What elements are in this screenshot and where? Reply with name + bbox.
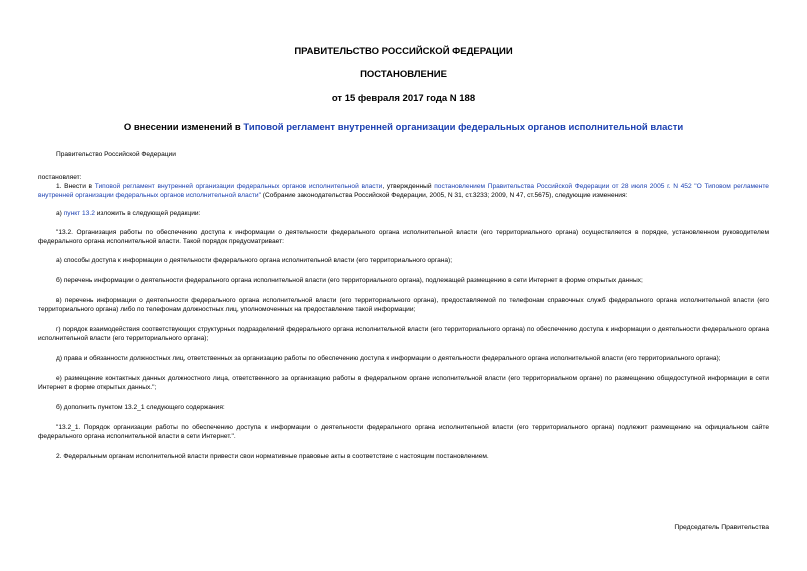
paragraph-13-2-g: г) порядок взаимодействия соответствующих структурных подразделений федерального органа исполнительной власти (его территориального органа) по обеспечению доступа к информации о деятельности федерального органа исполнительной власти (его территориального органа); [38,326,769,342]
document-date: от 15 февраля 2017 года N 188 [331,93,476,104]
document-body [38,150,769,461]
paragraph-13-2-v: в) перечень информации о деятельности федерального органа исполнительной власти (его территориального органа), предоставляемой по телефонам справочных служб федерального органа исполнительной власти (его территориального органа) либо по телефонам должностных лиц, уполномоченных на предоставление такой информации; [38,297,769,313]
link-resolution-452[interactable]: постановлением Правительства Российской Федерации от 28 июля 2005 г. N 452 "О Типовом регламенте внутренней организации федеральных органов исполнительной власти" [38,183,769,199]
title-link[interactable]: Типовой регламент внутренней организации федеральных органов исполнительной власти [243,122,684,133]
paragraph-b: б) дополнить пунктом 13.2_1 следующего содержания: [56,404,225,411]
paragraph-13-2-a: а) способы доступа к информации о деятельности федерального органа исполнительной власти (его территориального органа); [56,257,453,264]
document-type: ПОСТАНОВЛЕНИЕ [360,69,447,80]
text-fragment: (Собрание законодательства Российской Федерации, 2005, N 31, ст.3233; 2009, N 47, ст.5675), следующие изменения: [260,192,628,199]
paragraph-item-1 [38,182,769,200]
text-fragment: изложить в следующей редакции: [94,210,201,217]
link-point-13-2[interactable]: пункт 13.2 [63,210,95,217]
paragraph-13-2-1: "13.2_1. Порядок организации работы по обеспечению доступа к информации о деятельности федерального органа исполнительной власти (его территориального органа) подлежит размещению на официальном сайте федерального органа исполнительной власти в сети Интернет.". [38,424,769,440]
text-fragment: 1. Внести в [56,183,95,190]
government-heading: ПРАВИТЕЛЬСТВО РОССИЙСКОЙ ФЕДЕРАЦИИ [294,46,513,57]
signature: Председатель Правительства [674,524,769,531]
text-fragment: , утвержденный [382,183,435,190]
paragraph-government: Правительство Российской Федерации [56,151,176,158]
paragraph-13-2-e: е) размещение контактных данных должностного лица, ответственного за организацию работы в федеральном органе исполнительной власти (его территориальном органе) по размещению общедоступной информации в сети Интернет в форме открытых данных."; [38,375,769,391]
paragraph-decrees: постановляет: [38,174,82,181]
text-fragment: а) [56,210,64,217]
link-regulation[interactable]: Типовой регламент внутренней организации федеральных органов исполнительной власти [94,183,383,190]
paragraph-a [38,209,769,218]
paragraph-13-2-b: б) перечень информации о деятельности федерального органа исполнительной власти (его территориального органа), подлежащей размещению в сети Интернет в форме открытых данных; [56,277,643,284]
paragraph-item-2: 2. Федеральным органам исполнительной власти привести свои нормативные правовые акты в соответствие с настоящим постановлением. [56,453,489,460]
title-prefix: О внесении изменений в [123,122,244,133]
document-title [0,122,807,133]
paragraph-13-2-d: д) права и обязанности должностных лиц, ответственных за организацию работы по обеспечению доступа к информации о деятельности федерального органа исполнительной власти (его территориального органа); [56,355,721,362]
paragraph-13-2: "13.2. Организация работы по обеспечению доступа к информации о деятельности федерального органа исполнительной власти (его территориального органа) осуществляется в порядке, установленном руководителем федерального органа исполнительной власти. Такой порядок предусматривает: [38,229,769,245]
